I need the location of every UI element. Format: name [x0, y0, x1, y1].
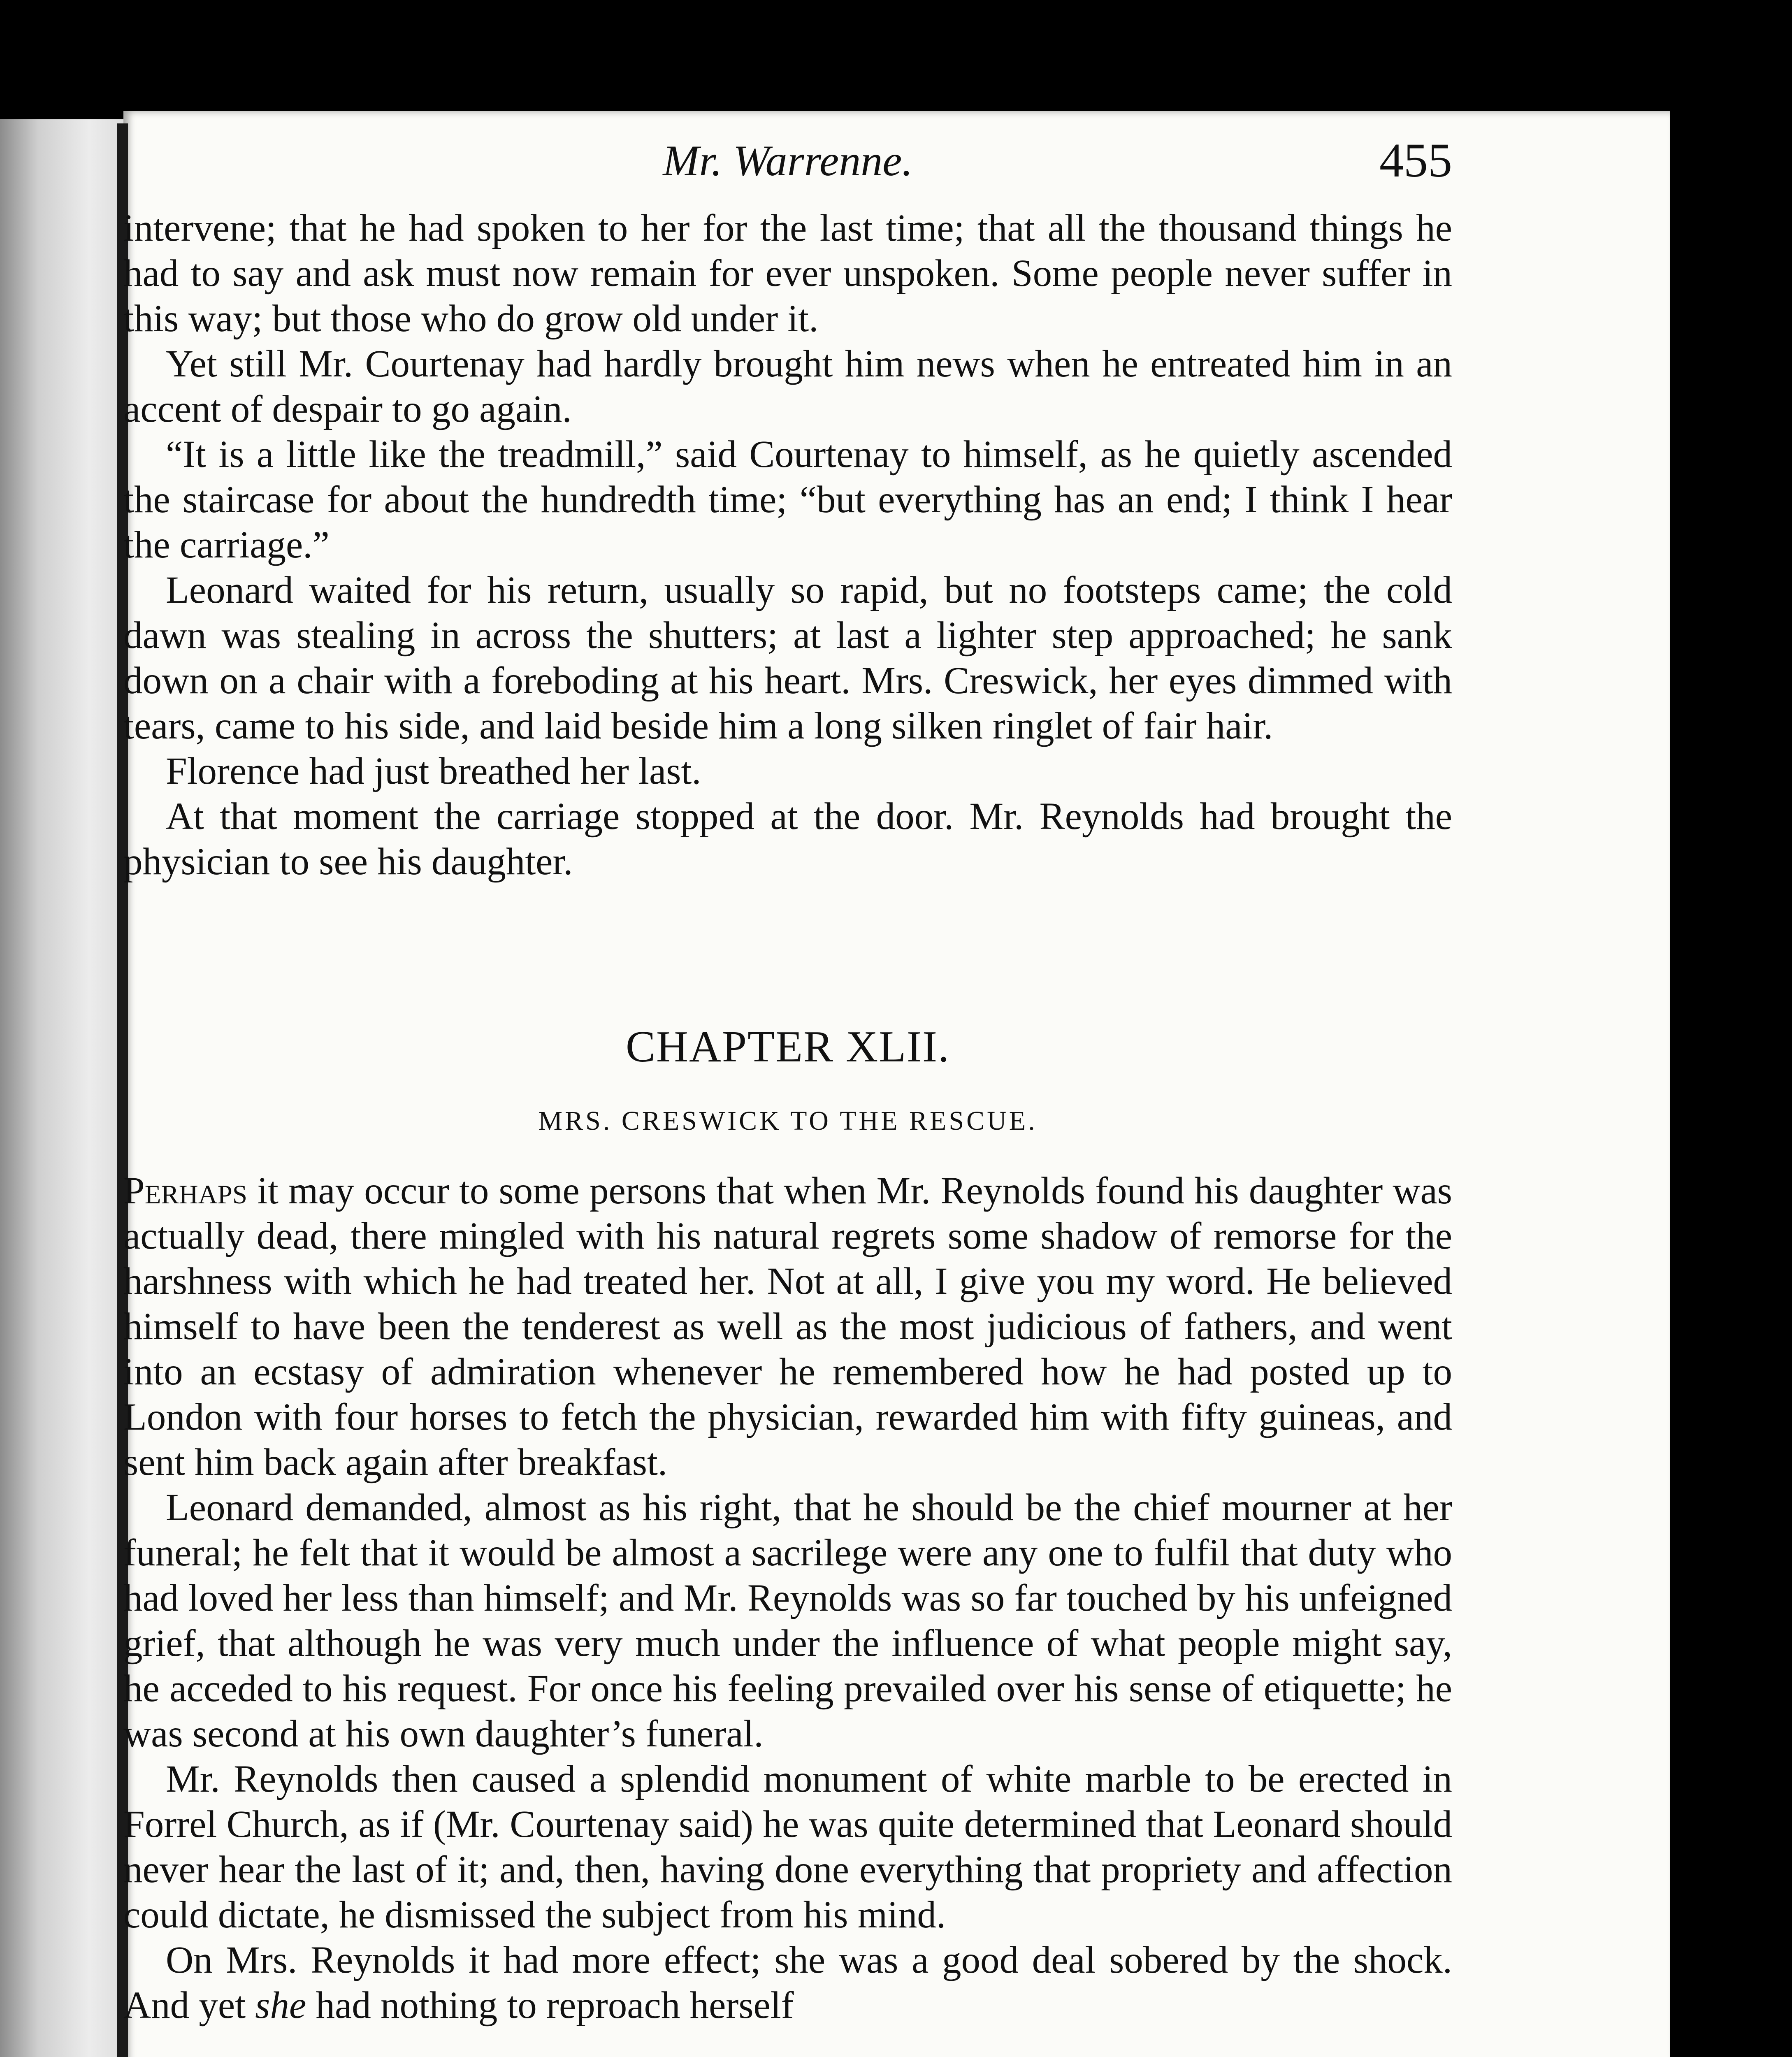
running-title: Mr. Warrenne.: [663, 137, 913, 185]
page-number: 455: [1379, 133, 1452, 187]
paragraph: Florence had just breathed her last.: [166, 750, 701, 792]
paragraph: Leonard waited for his return, usually so rapid, but no footsteps came; the cold dawn was stealing in across the shutters; at last a lighter step approached; he sank down on a chair with a foreboding at his heart. Mrs. Creswick, her eyes dimmed with tears, came to his side, and laid beside him a long silken ringlet of fair hair.: [123, 569, 1452, 747]
text-block: [123, 206, 1452, 2028]
paragraph: Leonard demanded, almost as his right, that he should be the chief mourner at her funeral; he felt that it would be almost a sacrilege were any one to fulfil that duty who had loved her less than himself; and Mr. Reynolds was so far touched by his unfeigned grief, that although he was very much under the influence of what people might say, he acceded to his request. For once his feeling prevailed over his sense of etiquette; he was second at his own daughter’s funeral.: [123, 1486, 1452, 1755]
chapter-opening-paragraph: [123, 1168, 1452, 1485]
paragraph-continued: intervene; that he had spoken to her for the last time; that all the thousand things he had to say and ask must now remain for ever unspoken. Some people never suffer in this way; but those who do grow old under it.: [123, 207, 1452, 340]
paragraph-text: had nothing to reproach herself: [306, 1984, 794, 2027]
page-header: [123, 133, 1452, 189]
emphasis-text: she: [255, 1984, 306, 2027]
opening-paragraph-text: it may occur to some persons that when Mr. Reynolds found his daughter was actually dead, there mingled with his natural regrets some shadow of remorse for the harshness with which he had treated her. Not at all, I give you my word. He believed himself to have been the tenderest as well as the most judicious of fathers, and went into an ecstasy of admiration whenever he remembered how he had posted up to London with four horses to fetch the physician, rewarded him with fifty guineas, and sent him back again after breakfast.: [123, 1170, 1452, 1484]
paragraph: Mr. Reynolds then caused a splendid monument of white marble to be erected in Forrel Church, as if (Mr. Courtenay said) he was quite determined that Leonard should never hear the last of it; and, then, having done everything that propriety and affection could dictate, he dismissed the subject from his mind.: [123, 1758, 1452, 1936]
paragraph: “It is a little like the treadmill,” said Courtenay to himself, as he quietly ascended the staircase for about the hundredth time; “but everything has an end; I think I hear the carriage.”: [123, 433, 1452, 566]
paragraph: At that moment the carriage stopped at the door. Mr. Reynolds had brought the physician to see his daughter.: [123, 795, 1452, 883]
chapter-title: CHAPTER XLII.: [626, 1022, 950, 1071]
chapter-subtitle: MRS. CRESWICK TO THE RESCUE.: [538, 1106, 1038, 1136]
paragraph-text: On Mrs. Reynolds it had more effect; she was a good deal sobered by the shock. And yet: [123, 1939, 1452, 2027]
opening-word: Perhaps: [123, 1170, 247, 1212]
left-page-edge: [0, 119, 128, 2057]
paragraph: Yet still Mr. Courtenay had hardly brought him news when he entreated him in an accent of despair to go again.: [123, 343, 1452, 430]
paragraph-final: [123, 1938, 1452, 2028]
